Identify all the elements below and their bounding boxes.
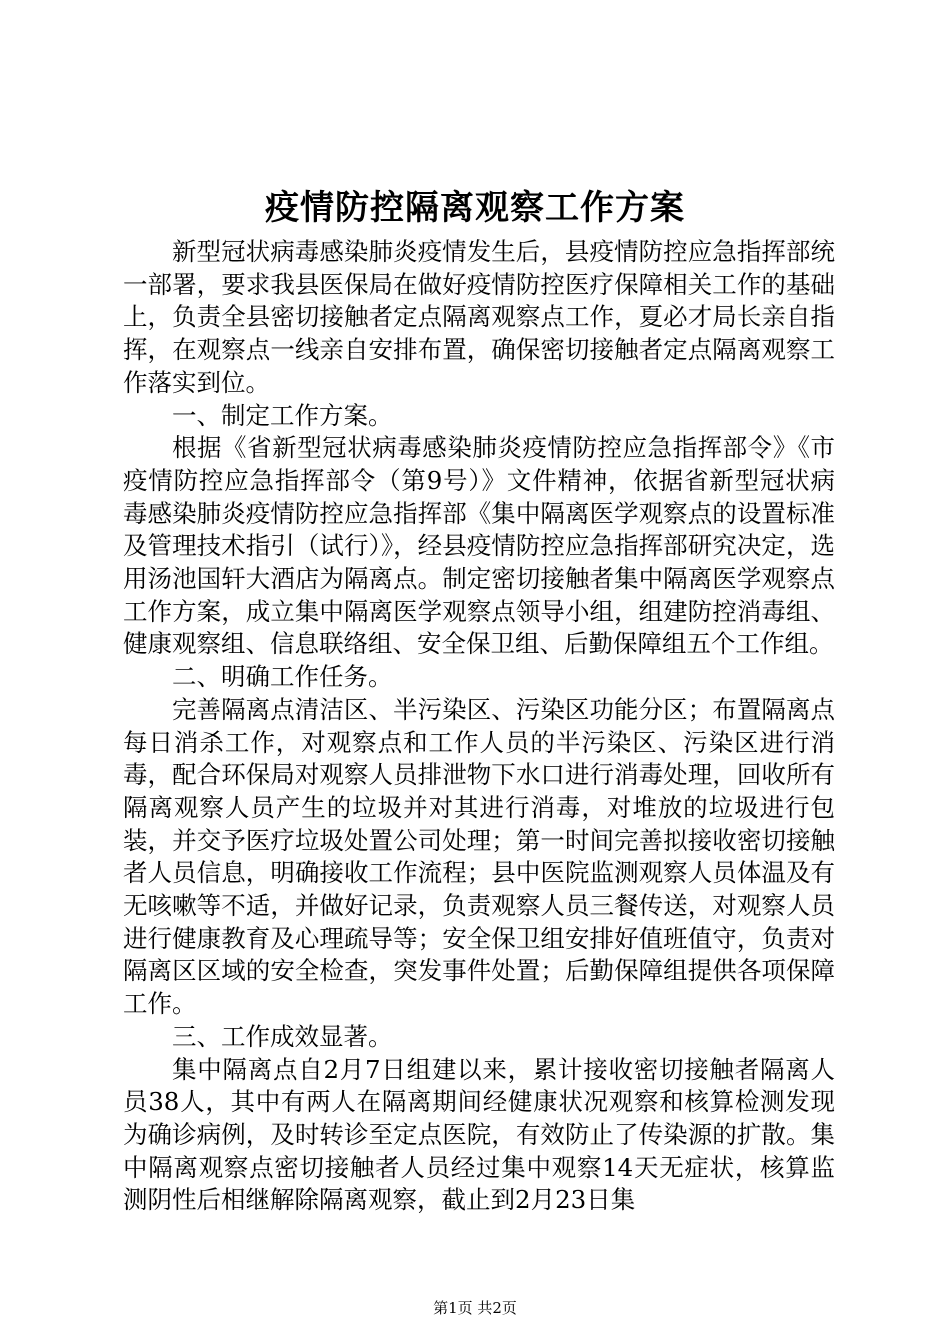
- section-heading-2: 二、明确工作任务。: [172, 662, 393, 692]
- document-title: 疫情防控隔离观察工作方案: [265, 188, 685, 228]
- paragraph-intro: 新型冠状病毒感染肺炎疫情发生后，县疫情防控应急指挥部统一部署，要求我县医保局在做好疫情防控医疗保障相关工作的基础上，负责全县密切接触者定点隔离观察点工作，夏必才局长亲自指挥，在观察点一线亲自安排布置，确保密切接触者定点隔离观察工作落实到位。: [123, 237, 835, 397]
- document-body: [123, 236, 835, 1217]
- paragraph-section-2: 完善隔离点清洁区、半污染区、污染区功能分区；布置隔离点每日消杀工作，对观察点和工作人员的半污染区、污染区进行消毒，配合环保局对观察人员排泄物下水口进行消毒处理，回收所有隔离观察人员产生的垃圾并对其进行消毒，对堆放的垃圾进行包装，并交予医疗垃圾处置公司处理；第一时间完善拟接收密切接触者人员信息，明确接收工作流程；县中医院监测观察人员体温及有无咳嗽等不适，并做好记录，负责观察人员三餐传送，对观察人员进行健康教育及心理疏导等；安全保卫组安排好值班值守，负责对隔离区区域的安全检查，突发事件处置；后勤保障组提供各项保障工作。: [123, 694, 835, 1019]
- page-number-footer: 第1页 共2页: [433, 1299, 517, 1317]
- paragraph-section-3: 集中隔离点自2月7日组建以来，累计接收密切接触者隔离人员38人，其中有两人在隔离期间经健康状况观察和核算检测发现为确诊病例，及时转诊至定点医院，有效防止了传染源的扩散。集中隔离观察点密切接触者人员经过集中观察14天无症状，核算监测阴性后相继解除隔离观察，截止到2月23日集: [123, 1054, 835, 1215]
- paragraph-section-1: 根据《省新型冠状病毒感染肺炎疫情防控应急指挥部令》《市疫情防控应急指挥部令（第9号）》文件精神，依据省新型冠状病毒感染肺炎疫情防控应急指挥部《集中隔离医学观察点的设置标准及管理技术指引（试行）》，经县疫情防控应急指挥部研究决定，选用汤池国轩大酒店为隔离点。制定密切接触者集中隔离医学观察点工作方案，成立集中隔离医学观察点领导小组，组建防控消毒组、健康观察组、信息联络组、安全保卫组、后勤保障组五个工作组。: [123, 433, 835, 659]
- section-heading-3: 三、工作成效显著。: [172, 1021, 393, 1051]
- section-heading-1: 一、制定工作方案。: [172, 400, 393, 430]
